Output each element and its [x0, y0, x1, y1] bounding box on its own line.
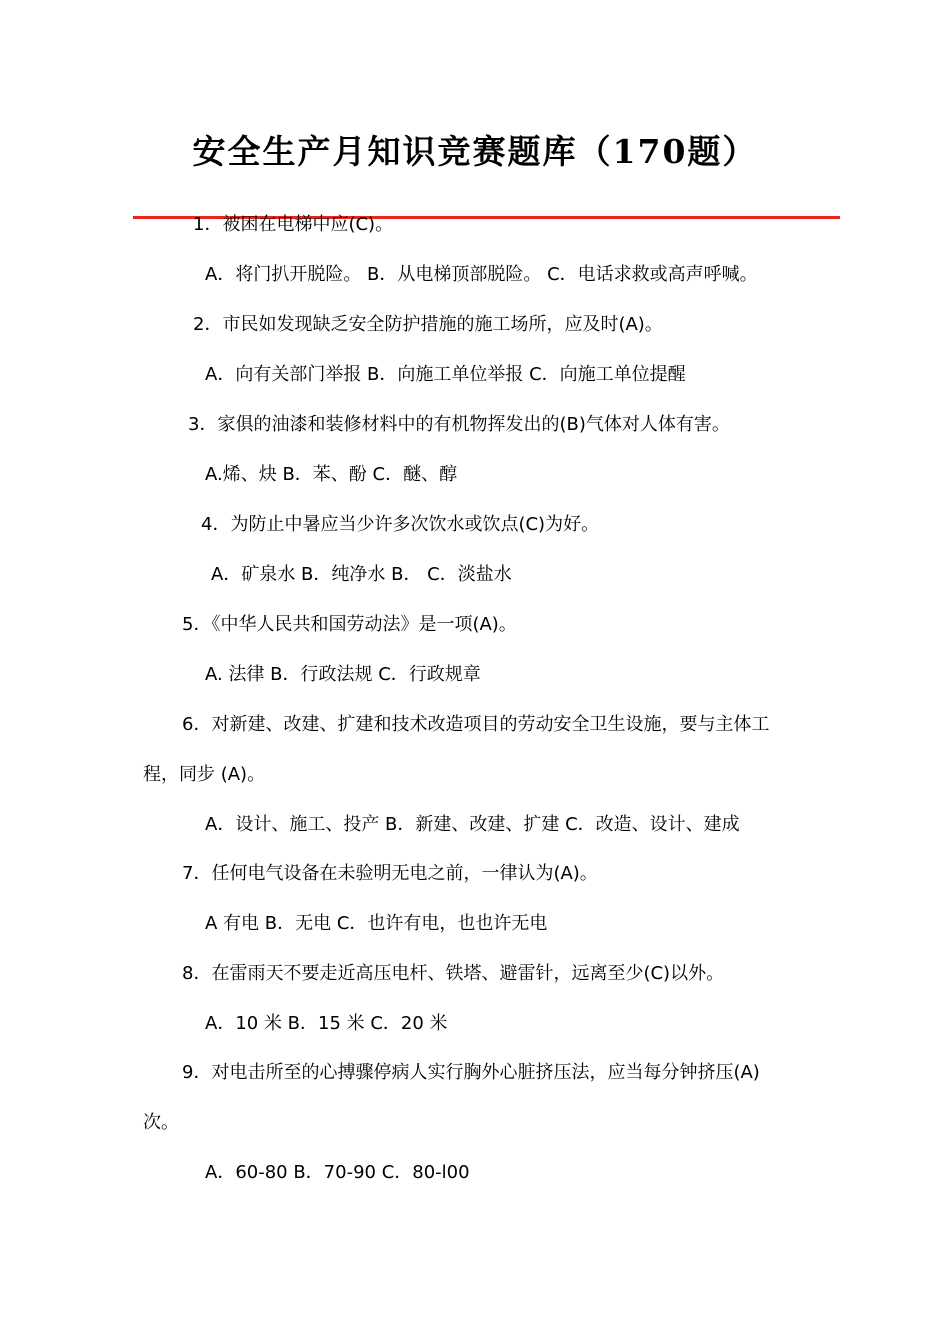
question-2-options: A．向有关部门举报 B．向施工单位举报 C．向施工单位提醒: [205, 364, 686, 385]
question-9: 9．对电击所至的心搏骤停病人实行胸外心脏挤压法，应当每分钟挤压(A): [182, 1062, 760, 1083]
question-1: 1．被困在电梯中应(C)。: [193, 214, 394, 235]
question-8-options: A．10 米 B．15 米 C．20 米: [205, 1013, 448, 1034]
question-3: 3．家俱的油漆和装修材料中的有机物挥发出的(B)气体对人体有害。: [188, 414, 730, 435]
question-4: 4．为防止中暑应当少许多次饮水或饮点(C)为好。: [201, 514, 600, 535]
question-5: 5．《中华人民共和国劳动法》是一项(A)。: [182, 614, 517, 635]
question-6: 6．对新建、改建、扩建和技术改造项目的劳动安全卫生设施，要与主体工: [182, 714, 770, 735]
question-3-options: A.烯、炔 B．苯、酚 C．醚、醇: [205, 464, 458, 485]
question-4-options: A．矿泉水 B．纯净水 B． C．淡盐水: [211, 564, 512, 585]
question-2: 2．市民如发现缺乏安全防护措施的施工场所，应及时(A)。: [193, 314, 663, 335]
question-6-options: A．设计、施工、投产 B．新建、改建、扩建 C．改造、设计、建成: [205, 814, 740, 835]
question-9-continued: 次。: [143, 1112, 179, 1133]
question-8: 8．在雷雨天不要走近高压电杆、铁塔、避雷针，远离至少(C)以外。: [182, 963, 725, 984]
question-7-options: A 有电 B．无电 C．也许有电，也也许无电: [205, 913, 548, 934]
document-title: 安全生产月知识竞赛题库（170题）: [192, 132, 758, 171]
question-9-options: A．60-80 B．70-90 C．80-l00: [205, 1162, 470, 1183]
question-6-continued: 程，同步 (A)。: [143, 764, 266, 785]
question-5-options: A. 法律 B．行政法规 C．行政规章: [205, 664, 481, 685]
question-7: 7．任何电气设备在未验明无电之前，一律认为(A)。: [182, 863, 598, 884]
question-1-options: A．将门扒开脱险。 B．从电梯顶部脱险。 C．电话求救或高声呼喊。: [205, 264, 758, 285]
